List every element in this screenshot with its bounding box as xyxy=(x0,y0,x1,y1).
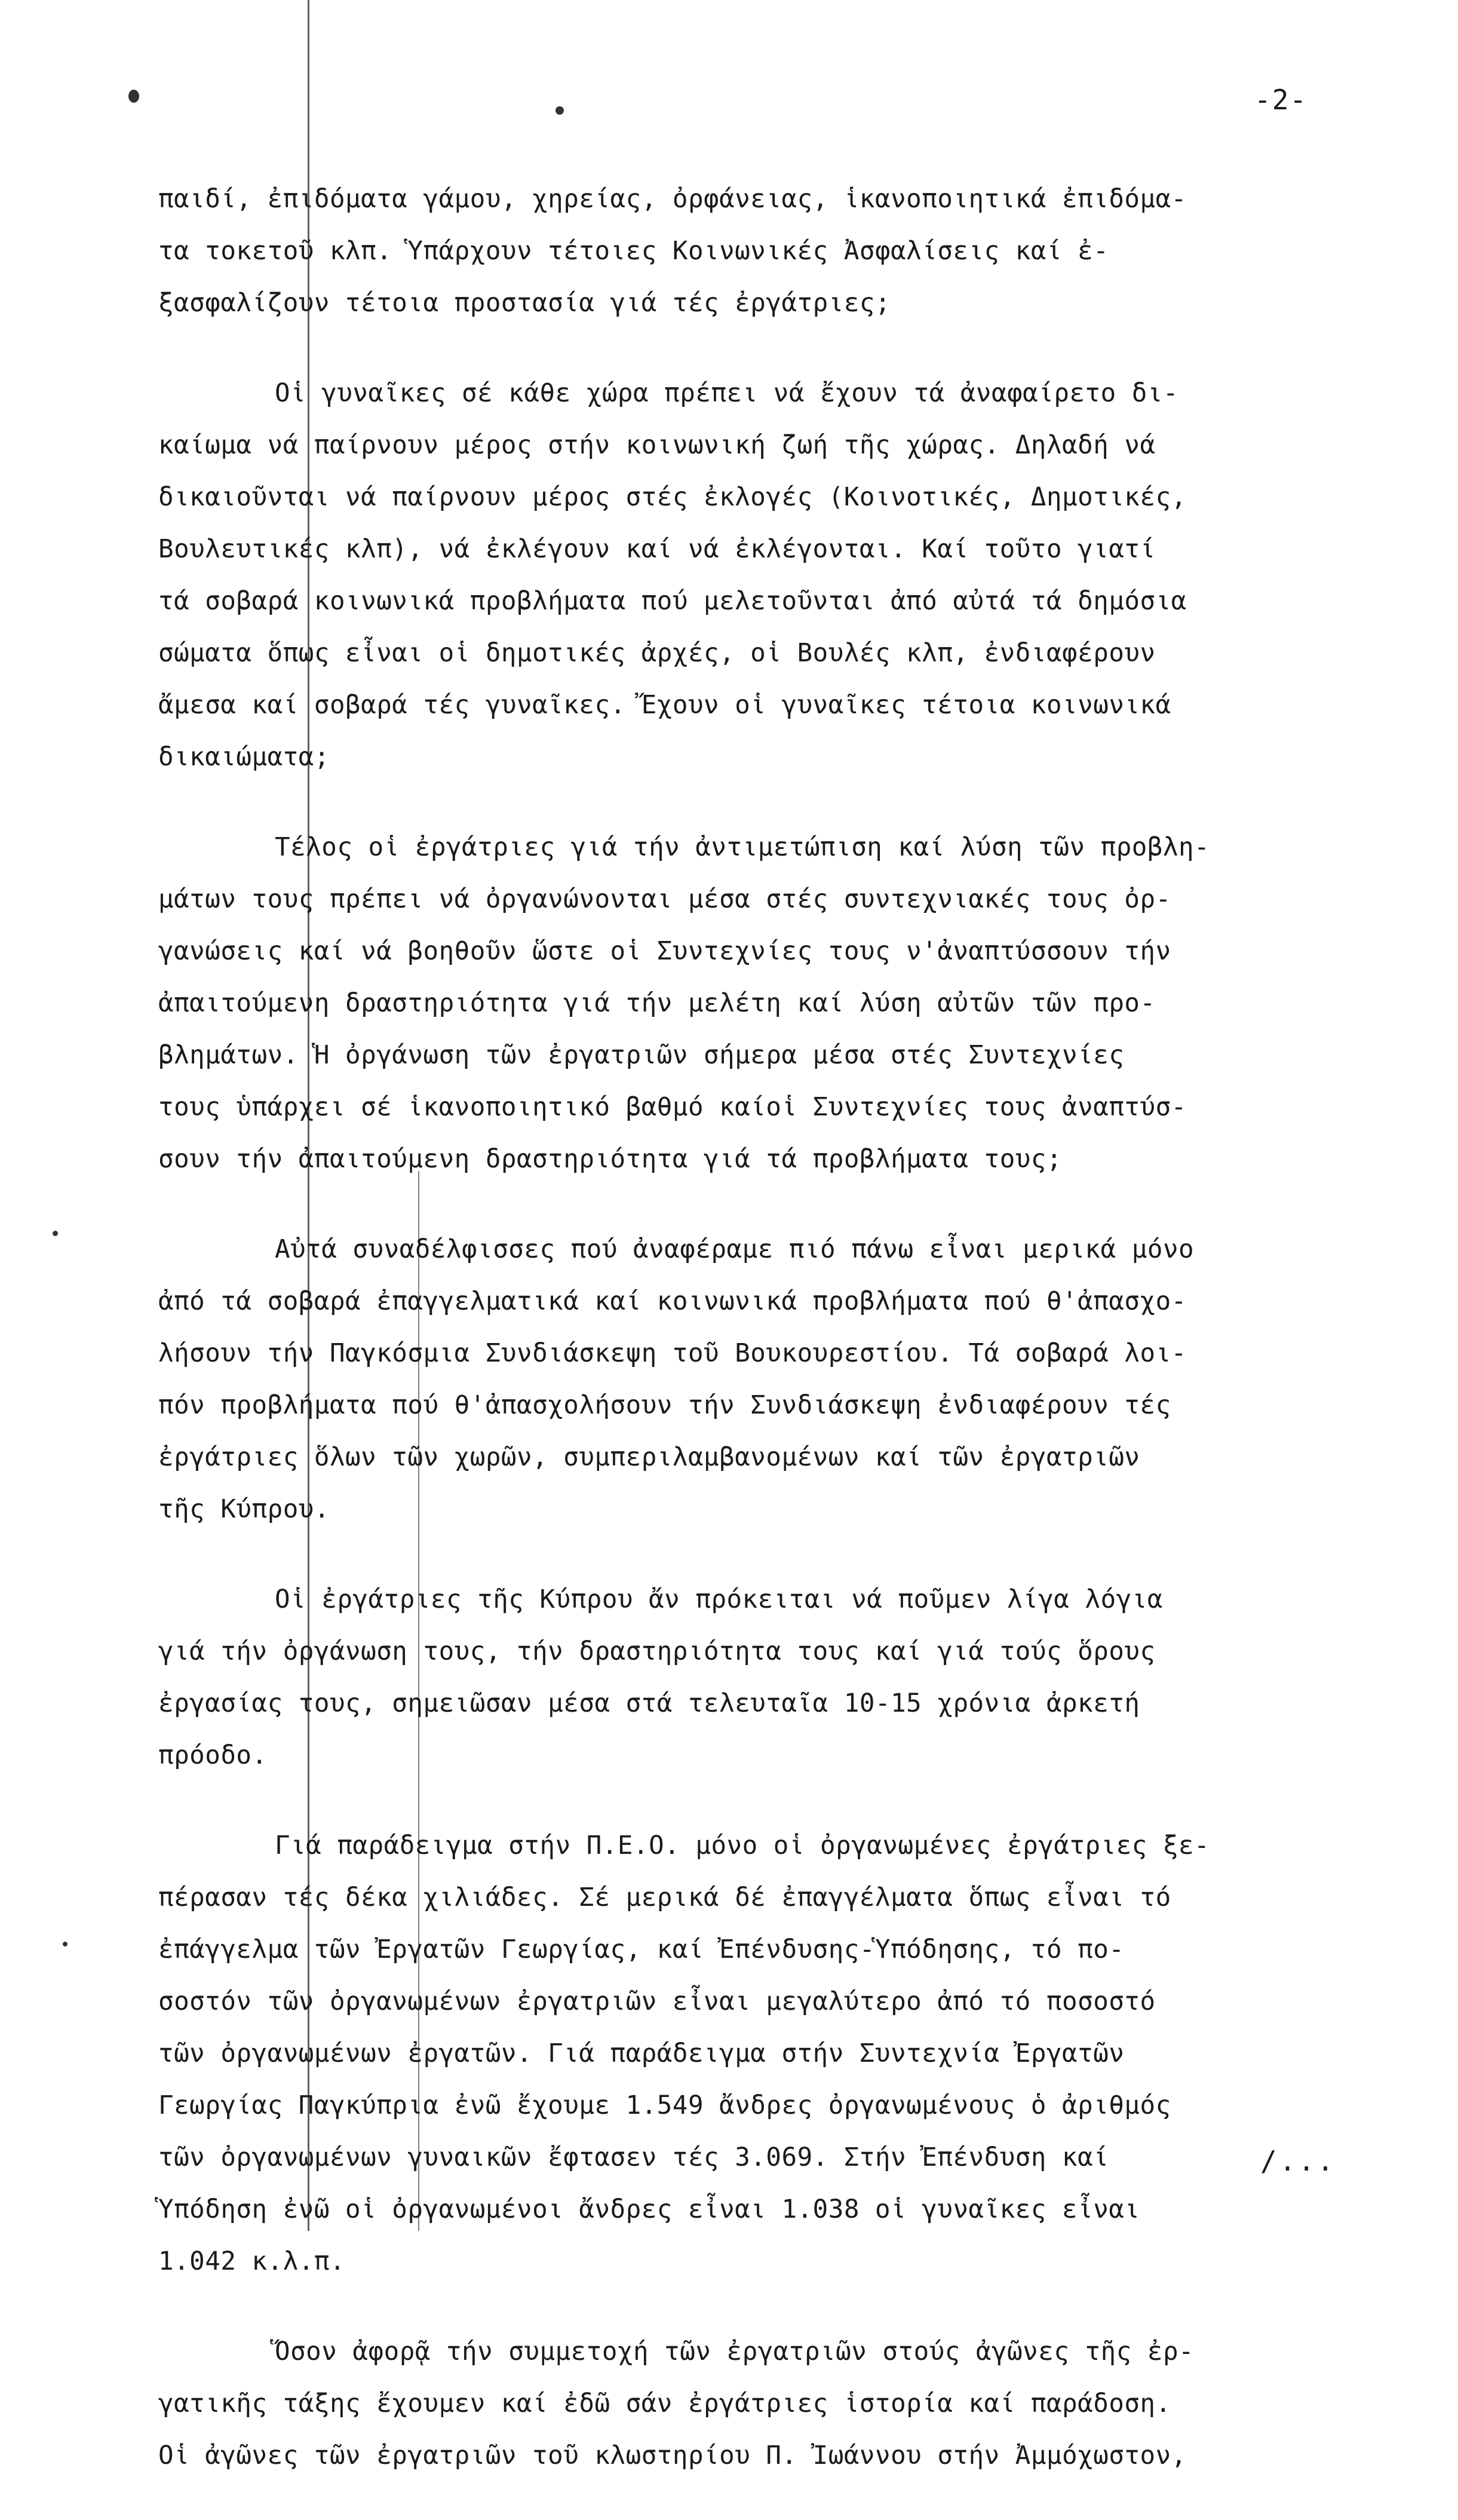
paragraph xyxy=(158,1820,1419,2288)
text-line: Αὐτά συναδέλφισσες πού ἀναφέραμε πιό πάνω εἶναι μερικά μόνο xyxy=(275,1235,1195,1264)
text-line: τους ὑπάρχει σέ ἱκανοποιητικό βαθμό καίοἱ Συντεχνίες τους ἀναπτύσ- xyxy=(158,1093,1187,1122)
text-line: ἐπάγγελμα τῶν Ἐργατῶν Γεωργίας, καί Ἐπένδυσης-Ὑπόδησης, τό πο- xyxy=(158,1935,1125,1964)
scan-speck xyxy=(128,90,139,103)
scan-speck xyxy=(63,1942,67,1946)
continuation-mark: /... xyxy=(1260,2145,1336,2177)
text-line: τῆς Κύπρου. xyxy=(158,1495,330,1524)
text-line: Οἱ γυναῖκες σέ κάθε χώρα πρέπει νά ἔχουν τά ἀναφαίρετο δι- xyxy=(275,379,1179,408)
paragraph xyxy=(158,2326,1419,2482)
text-line: βλημάτων. Ἡ ὀργάνωση τῶν ἐργατριῶν σήμερα μέσα στές Συντεχνίες xyxy=(158,1041,1125,1070)
text-line: δικαιοῦνται νά παίρνουν μέρος στές ἐκλογές (Κοινοτικές, Δημοτικές, xyxy=(158,483,1187,512)
text-line: ἀπό τά σοβαρά ἐπαγγελματικά καί κοινωνικά προβλήματα πού θ'ἀπασχο- xyxy=(158,1287,1187,1316)
text-line: τῶν ὀργανωμένων ἐργατῶν. Γιά παράδειγμα στήν Συντεχνία Ἐργατῶν xyxy=(158,2039,1125,2068)
text-line: Γιά παράδειγμα στήν Π.Ε.Ο. μόνο οἱ ὀργανωμένες ἐργάτριες ξε- xyxy=(275,1831,1210,1860)
text-line: Οἱ ἐργάτριες τῆς Κύπρου ἄν πρόκειται νά ποῦμεν λίγα λόγια xyxy=(275,1585,1163,1614)
scan-speck xyxy=(555,106,564,115)
paragraph xyxy=(158,1574,1419,1782)
text-line: τῶν ὀργανωμένων γυναικῶν ἔφτασεν τές 3.069. Στήν Ἐπένδυση καί xyxy=(158,2143,1109,2172)
page-number: -2- xyxy=(1254,84,1308,116)
text-line: γιά τήν ὀργάνωση τους, τήν δραστηριότητα τους καί γιά τούς ὅρους xyxy=(158,1637,1156,1666)
text-line: γατικῆς τάξης ἔχουμεν καί ἐδῶ σάν ἐργάτριες ἱστορία καί παράδοση. xyxy=(158,2389,1171,2418)
text-line: Ὑπόδηση ἐνῶ οἱ ὀργανωμένοι ἄνδρες εἶναι 1.038 οἱ γυναῖκες εἶναι xyxy=(158,2195,1140,2224)
paragraph xyxy=(158,173,1419,329)
scan-speck xyxy=(53,1231,58,1236)
text-line: σώματα ὅπως εἶναι οἱ δημοτικές ἀρχές, οἱ Βουλές κλπ, ἐνδιαφέρουν xyxy=(158,639,1156,668)
text-line: ἀπαιτούμενη δραστηριότητα γιά τήν μελέτη καί λύση αὐτῶν τῶν προ- xyxy=(158,989,1156,1018)
text-line: Ὅσον ἀφορᾷ τήν συμμετοχή τῶν ἐργατριῶν στούς ἀγῶνες τῆς ἐρ- xyxy=(275,2337,1195,2366)
text-line: μάτων τους πρέπει νά ὀργανώνονται μέσα στές συντεχνιακές τους ὀρ- xyxy=(158,885,1171,914)
text-line: τα τοκετοῦ κλπ. Ὑπάρχουν τέτοιες Κοινωνικές Ἀσφαλίσεις καί ἐ- xyxy=(158,237,1109,266)
text-line: ἐργασίας τους, σημειῶσαν μέσα στά τελευταῖα 10-15 χρόνια ἀρκετή xyxy=(158,1689,1140,1718)
text-line: σουν τήν ἀπαιτούμενη δραστηριότητα γιά τά προβλήματα τους; xyxy=(158,1145,1063,1174)
text-line: γανώσεις καί νά βοηθοῦν ὥστε οἱ Συντεχνίες τους ν'ἀναπτύσσουν τήν xyxy=(158,937,1171,966)
text-line: Γεωργίας Παγκύπρια ἐνῶ ἔχουμε 1.549 ἄνδρες ὀργανωμένους ὁ ἀριθμός xyxy=(158,2091,1171,2120)
text-line: 1.042 κ.λ.π. xyxy=(158,2247,346,2276)
text-line: πρόοδο. xyxy=(158,1741,268,1770)
text-line: Τέλος οἱ ἐργάτριες γιά τήν ἀντιμετώπιση καί λύση τῶν προβλη- xyxy=(275,833,1210,862)
text-line: ἄμεσα καί σοβαρά τές γυναῖκες. Ἔχουν οἱ γυναῖκες τέτοια κοινωνικά xyxy=(158,691,1171,720)
text-line: σοστόν τῶν ὀργανωμένων ἐργατριῶν εἶναι μεγαλύτερο ἀπό τό ποσοστό xyxy=(158,1987,1156,2016)
text-line: καίωμα νά παίρνουν μέρος στήν κοινωνική ζωή τῆς χώρας. Δηλαδή νά xyxy=(158,431,1156,460)
text-line: λήσουν τήν Παγκόσμια Συνδιάσκεψη τοῦ Βουκουρεστίου. Τά σοβαρά λοι- xyxy=(158,1339,1187,1368)
text-line: Βουλευτικές κλπ), νά ἐκλέγουν καί νά ἐκλέγονται. Καί τοῦτο γιατί xyxy=(158,535,1156,564)
text-line: Οἱ ἀγῶνες τῶν ἐργατριῶν τοῦ κλωστηρίου Π. Ἰωάννου στήν Ἀμμόχωστον, xyxy=(158,2441,1187,2470)
text-line: τά σοβαρά κοινωνικά προβλήματα πού μελετοῦνται ἀπό αὐτά τά δημόσια xyxy=(158,587,1187,616)
text-line: παιδί, ἐπιδόματα γάμου, χηρείας, ὀρφάνειας, ἱκανοποιητικά ἐπιδόμα- xyxy=(158,185,1187,214)
text-line: πέρασαν τές δέκα χιλιάδες. Σέ μερικά δέ ἐπαγγέλματα ὅπως εἶναι τό xyxy=(158,1883,1171,1912)
paragraph xyxy=(158,821,1419,1185)
text-line: δικαιώματα; xyxy=(158,743,330,772)
text-line: ξασφαλίζουν τέτοια προστασία γιά τές ἐργάτριες; xyxy=(158,289,891,318)
text-line: πόν προβλήματα πού θ'ἀπασχολήσουν τήν Συνδιάσκεψη ἐνδιαφέρουν τές xyxy=(158,1391,1171,1420)
document-body xyxy=(158,173,1419,2520)
paragraph xyxy=(158,1224,1419,1535)
text-line: ἐργάτριες ὅλων τῶν χωρῶν, συμπεριλαμβανομένων καί τῶν ἐργατριῶν xyxy=(158,1443,1140,1472)
paragraph xyxy=(158,367,1419,783)
